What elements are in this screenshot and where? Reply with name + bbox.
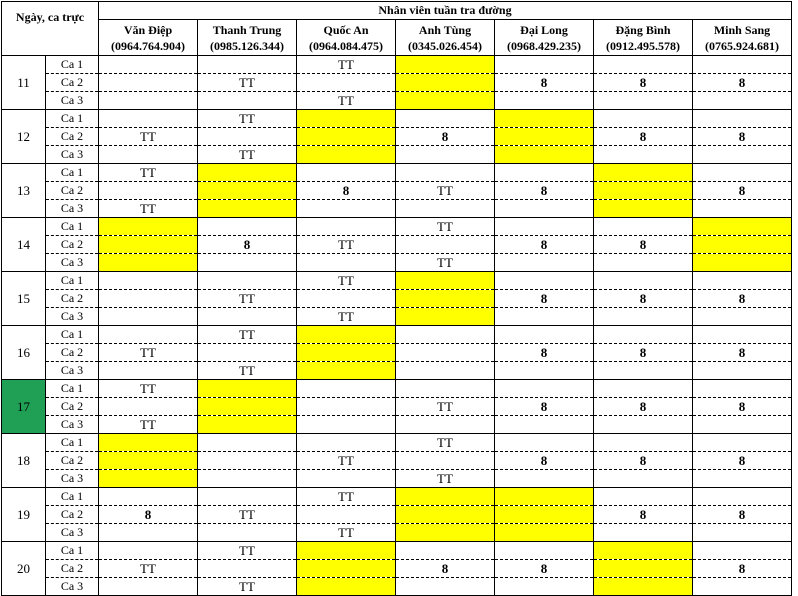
duty-cell: 8 (396, 128, 495, 146)
duty-cell (495, 434, 594, 452)
shift-row (2, 272, 792, 290)
shift-row (2, 362, 792, 380)
duty-cell (396, 200, 495, 218)
staff-name: Đại Long (520, 22, 568, 37)
duty-cell: TT (198, 506, 297, 524)
shift-row (2, 380, 792, 398)
duty-cell (396, 164, 495, 182)
shift-label: Ca 2 (46, 506, 99, 524)
duty-cell: 8 (495, 452, 594, 470)
duty-cell (495, 254, 594, 272)
duty-cell (99, 398, 198, 416)
duty-cell (495, 146, 594, 164)
staff-phone: (0964.764.904) (111, 38, 185, 53)
duty-cell: 8 (693, 398, 792, 416)
shift-row (2, 452, 792, 470)
shift-label: Ca 3 (46, 146, 99, 164)
duty-cell (594, 56, 693, 74)
shift-label: Ca 1 (46, 164, 99, 182)
duty-cell (396, 92, 495, 110)
shift-label: Ca 2 (46, 452, 99, 470)
duty-cell (594, 200, 693, 218)
duty-cell (396, 524, 495, 542)
duty-cell (594, 164, 693, 182)
duty-cell (297, 560, 396, 578)
duty-cell: 8 (495, 236, 594, 254)
duty-cell (693, 308, 792, 326)
duty-cell: 8 (297, 182, 396, 200)
duty-cell: 8 (594, 398, 693, 416)
duty-cell (594, 110, 693, 128)
duty-cell (198, 218, 297, 236)
duty-cell: TT (396, 182, 495, 200)
duty-cell (297, 200, 396, 218)
duty-cell: 8 (594, 290, 693, 308)
duty-cell (297, 398, 396, 416)
duty-cell (99, 308, 198, 326)
duty-cell (198, 488, 297, 506)
staff-name: Đặng Bình (615, 22, 671, 37)
duty-cell: 8 (693, 560, 792, 578)
duty-cell (99, 452, 198, 470)
duty-cell (396, 308, 495, 326)
duty-cell: 8 (693, 74, 792, 92)
shift-label: Ca 1 (46, 218, 99, 236)
duty-cell: 8 (693, 344, 792, 362)
duty-cell (594, 434, 693, 452)
duty-cell (693, 434, 792, 452)
duty-cell (396, 380, 495, 398)
duty-cell: TT (198, 74, 297, 92)
duty-cell (99, 488, 198, 506)
duty-cell: TT (99, 416, 198, 434)
staff-header (495, 20, 594, 56)
day-number: 14 (2, 218, 46, 272)
duty-cell (297, 506, 396, 524)
duty-cell: TT (99, 128, 198, 146)
duty-cell: TT (396, 470, 495, 488)
staff-phone: (0912.495.578) (606, 38, 680, 53)
duty-cell (198, 128, 297, 146)
duty-cell (297, 344, 396, 362)
shift-row (2, 74, 792, 92)
duty-cell (99, 362, 198, 380)
shift-label: Ca 3 (46, 578, 99, 596)
duty-cell (297, 326, 396, 344)
duty-cell (297, 164, 396, 182)
day-number: 19 (2, 488, 46, 542)
duty-cell (198, 398, 297, 416)
duty-cell (99, 146, 198, 164)
duty-cell (594, 488, 693, 506)
duty-cell (99, 434, 198, 452)
duty-cell (594, 254, 693, 272)
duty-cell (99, 524, 198, 542)
duty-cell (693, 200, 792, 218)
duty-cell: 8 (594, 128, 693, 146)
duty-cell (198, 560, 297, 578)
duty-cell (99, 218, 198, 236)
shift-row (2, 470, 792, 488)
duty-cell (693, 164, 792, 182)
duty-cell (693, 218, 792, 236)
duty-cell (99, 236, 198, 254)
duty-cell (198, 254, 297, 272)
duty-cell (297, 434, 396, 452)
duty-cell (396, 236, 495, 254)
shift-row (2, 416, 792, 434)
duty-cell (594, 416, 693, 434)
duty-cell (495, 506, 594, 524)
duty-cell: TT (99, 344, 198, 362)
duty-cell (396, 488, 495, 506)
duty-cell: 8 (495, 74, 594, 92)
staff-phone: (0765.924.681) (705, 38, 779, 53)
duty-cell (198, 470, 297, 488)
duty-cell (495, 92, 594, 110)
duty-cell (99, 272, 198, 290)
duty-cell: 8 (594, 506, 693, 524)
shift-label: Ca 1 (46, 380, 99, 398)
duty-cell (495, 56, 594, 74)
duty-cell (297, 218, 396, 236)
day-number: 17 (2, 380, 46, 434)
staff-header (594, 20, 693, 56)
duty-cell (297, 110, 396, 128)
duty-cell: 8 (495, 560, 594, 578)
duty-cell (495, 326, 594, 344)
duty-cell: TT (297, 56, 396, 74)
shift-label: Ca 1 (46, 272, 99, 290)
duty-cell (198, 344, 297, 362)
shift-row (2, 434, 792, 452)
duty-cell (594, 146, 693, 164)
duty-cell (693, 524, 792, 542)
duty-cell (297, 254, 396, 272)
duty-cell (693, 56, 792, 74)
duty-cell: TT (99, 164, 198, 182)
shift-row (2, 236, 792, 254)
duty-cell: TT (297, 92, 396, 110)
duty-cell (99, 254, 198, 272)
shift-label: Ca 3 (46, 308, 99, 326)
shift-label: Ca 3 (46, 92, 99, 110)
shift-row (2, 326, 792, 344)
duty-cell: 8 (693, 452, 792, 470)
duty-cell (693, 362, 792, 380)
duty-cell (594, 182, 693, 200)
duty-cell: 8 (495, 344, 594, 362)
duty-cell (99, 182, 198, 200)
shift-row (2, 218, 792, 236)
shift-row (2, 398, 792, 416)
duty-cell (297, 416, 396, 434)
duty-cell: TT (198, 290, 297, 308)
duty-cell (198, 416, 297, 434)
duty-cell (297, 542, 396, 560)
duty-cell (594, 326, 693, 344)
duty-cell (99, 56, 198, 74)
duty-cell (396, 452, 495, 470)
staff-header (99, 20, 198, 56)
duty-cell (297, 362, 396, 380)
duty-cell: TT (297, 308, 396, 326)
shift-label: Ca 2 (46, 236, 99, 254)
shift-row (2, 146, 792, 164)
duty-cell: 8 (99, 506, 198, 524)
duty-cell: TT (99, 380, 198, 398)
duty-cell (198, 164, 297, 182)
duty-cell (693, 254, 792, 272)
duty-cell (495, 218, 594, 236)
duty-cell (594, 560, 693, 578)
shift-label: Ca 3 (46, 524, 99, 542)
duty-cell: 8 (693, 182, 792, 200)
duty-cell: TT (198, 362, 297, 380)
duty-cell (693, 236, 792, 254)
staff-phone: (0964.084.475) (309, 38, 383, 53)
duty-cell: TT (396, 398, 495, 416)
duty-cell (396, 326, 495, 344)
duty-cell (693, 380, 792, 398)
duty-cell: 8 (594, 452, 693, 470)
shift-row (2, 110, 792, 128)
staff-name: Quốc An (323, 22, 369, 37)
shift-label: Ca 2 (46, 182, 99, 200)
duty-cell (198, 524, 297, 542)
shift-label: Ca 1 (46, 56, 99, 74)
table-header (2, 2, 792, 56)
duty-cell (396, 74, 495, 92)
duty-cell (396, 416, 495, 434)
shift-label: Ca 3 (46, 470, 99, 488)
duty-cell: TT (396, 218, 495, 236)
duty-cell (396, 290, 495, 308)
duty-cell (495, 272, 594, 290)
duty-cell (99, 290, 198, 308)
duty-cell (396, 56, 495, 74)
duty-cell (594, 218, 693, 236)
staff-header (693, 20, 792, 56)
staff-phone: (0345.026.454) (408, 38, 482, 53)
duty-cell: TT (297, 452, 396, 470)
day-number: 11 (2, 56, 46, 110)
duty-cell (495, 308, 594, 326)
staff-group-header: Nhân viên tuần tra đường (99, 2, 792, 20)
staff-name: Văn Điệp (123, 22, 173, 37)
duty-cell (495, 488, 594, 506)
duty-cell (495, 416, 594, 434)
day-number: 15 (2, 272, 46, 326)
duty-cell (99, 92, 198, 110)
duty-cell (396, 362, 495, 380)
shift-row (2, 182, 792, 200)
duty-cell (396, 146, 495, 164)
duty-cell: 8 (594, 344, 693, 362)
duty-cell: TT (99, 560, 198, 578)
duty-cell (396, 542, 495, 560)
duty-cell (396, 110, 495, 128)
duty-cell: TT (198, 146, 297, 164)
duty-cell (495, 362, 594, 380)
duty-cell (594, 92, 693, 110)
shift-row (2, 344, 792, 362)
duty-cell (99, 470, 198, 488)
shift-label: Ca 3 (46, 362, 99, 380)
shift-label: Ca 2 (46, 560, 99, 578)
day-number: 12 (2, 110, 46, 164)
duty-cell (693, 470, 792, 488)
shift-row (2, 92, 792, 110)
shift-label: Ca 2 (46, 290, 99, 308)
duty-cell (594, 380, 693, 398)
duty-cell (693, 110, 792, 128)
duty-cell (297, 146, 396, 164)
duty-cell (198, 434, 297, 452)
shift-label: Ca 3 (46, 416, 99, 434)
shift-row (2, 560, 792, 578)
duty-cell (198, 452, 297, 470)
duty-cell (198, 56, 297, 74)
duty-cell (99, 542, 198, 560)
shift-row (2, 200, 792, 218)
duty-cell: TT (198, 578, 297, 596)
duty-cell (594, 272, 693, 290)
shift-row (2, 308, 792, 326)
day-number: 18 (2, 434, 46, 488)
shift-label: Ca 2 (46, 398, 99, 416)
duty-cell: TT (396, 254, 495, 272)
duty-cell (99, 326, 198, 344)
shift-label: Ca 3 (46, 254, 99, 272)
shift-label: Ca 2 (46, 344, 99, 362)
shift-label: Ca 1 (46, 434, 99, 452)
duty-cell: 8 (693, 290, 792, 308)
duty-cell (297, 74, 396, 92)
duty-cell (693, 488, 792, 506)
shift-row (2, 56, 792, 74)
duty-cell (594, 470, 693, 488)
duty-cell: 8 (594, 236, 693, 254)
duty-cell (495, 524, 594, 542)
shift-row (2, 524, 792, 542)
day-number: 16 (2, 326, 46, 380)
duty-cell (297, 128, 396, 146)
duty-cell (594, 308, 693, 326)
duty-cell (99, 110, 198, 128)
day-shift-header: Ngày, ca trực (2, 2, 99, 56)
duty-cell (495, 470, 594, 488)
staff-phone: (0985.126.344) (210, 38, 284, 53)
duty-cell (495, 164, 594, 182)
shift-label: Ca 2 (46, 74, 99, 92)
duty-cell (297, 380, 396, 398)
staff-phone: (0968.429.235) (507, 38, 581, 53)
shift-row (2, 290, 792, 308)
duty-cell: 8 (594, 74, 693, 92)
duty-cell: 8 (495, 182, 594, 200)
duty-cell: TT (297, 272, 396, 290)
shift-row (2, 488, 792, 506)
shift-row (2, 164, 792, 182)
roster-body (2, 56, 792, 596)
duty-cell (594, 542, 693, 560)
duty-cell (297, 470, 396, 488)
duty-cell: TT (99, 200, 198, 218)
duty-cell: TT (198, 326, 297, 344)
shift-label: Ca 1 (46, 326, 99, 344)
duty-cell (495, 380, 594, 398)
duty-cell (693, 326, 792, 344)
shift-label: Ca 1 (46, 542, 99, 560)
duty-cell: 8 (693, 128, 792, 146)
day-number: 13 (2, 164, 46, 218)
duty-cell: TT (396, 434, 495, 452)
duty-cell: TT (297, 524, 396, 542)
duty-cell (594, 362, 693, 380)
day-number: 20 (2, 542, 46, 596)
duty-cell (396, 344, 495, 362)
duty-cell (198, 380, 297, 398)
duty-cell (495, 128, 594, 146)
duty-cell (693, 92, 792, 110)
duty-cell (198, 182, 297, 200)
duty-cell (495, 542, 594, 560)
duty-cell (198, 200, 297, 218)
duty-cell: TT (198, 110, 297, 128)
duty-cell (396, 506, 495, 524)
duty-cell: 8 (495, 290, 594, 308)
staff-header (297, 20, 396, 56)
shift-label: Ca 1 (46, 488, 99, 506)
shift-row (2, 542, 792, 560)
duty-cell (198, 272, 297, 290)
duty-roster-table (1, 1, 792, 596)
duty-cell: TT (198, 542, 297, 560)
duty-cell: 8 (396, 560, 495, 578)
staff-header (396, 20, 495, 56)
shift-row (2, 254, 792, 272)
duty-cell (297, 290, 396, 308)
duty-cell (495, 110, 594, 128)
shift-row (2, 128, 792, 146)
staff-name: Thanh Trung (212, 22, 282, 37)
duty-cell (693, 542, 792, 560)
staff-name: Anh Tùng (418, 22, 472, 37)
duty-cell: 8 (495, 398, 594, 416)
duty-cell (198, 308, 297, 326)
duty-cell (198, 92, 297, 110)
duty-cell (396, 272, 495, 290)
shift-label: Ca 2 (46, 128, 99, 146)
shift-row (2, 506, 792, 524)
duty-cell: TT (297, 488, 396, 506)
duty-cell: 8 (198, 236, 297, 254)
duty-cell (99, 74, 198, 92)
shift-label: Ca 3 (46, 200, 99, 218)
duty-cell (594, 524, 693, 542)
duty-cell (495, 200, 594, 218)
staff-name: Minh Sang (713, 22, 771, 37)
duty-cell: TT (297, 236, 396, 254)
duty-cell (693, 272, 792, 290)
duty-cell: 8 (693, 506, 792, 524)
duty-cell (693, 416, 792, 434)
shift-label: Ca 1 (46, 110, 99, 128)
staff-header (198, 20, 297, 56)
duty-cell (693, 146, 792, 164)
